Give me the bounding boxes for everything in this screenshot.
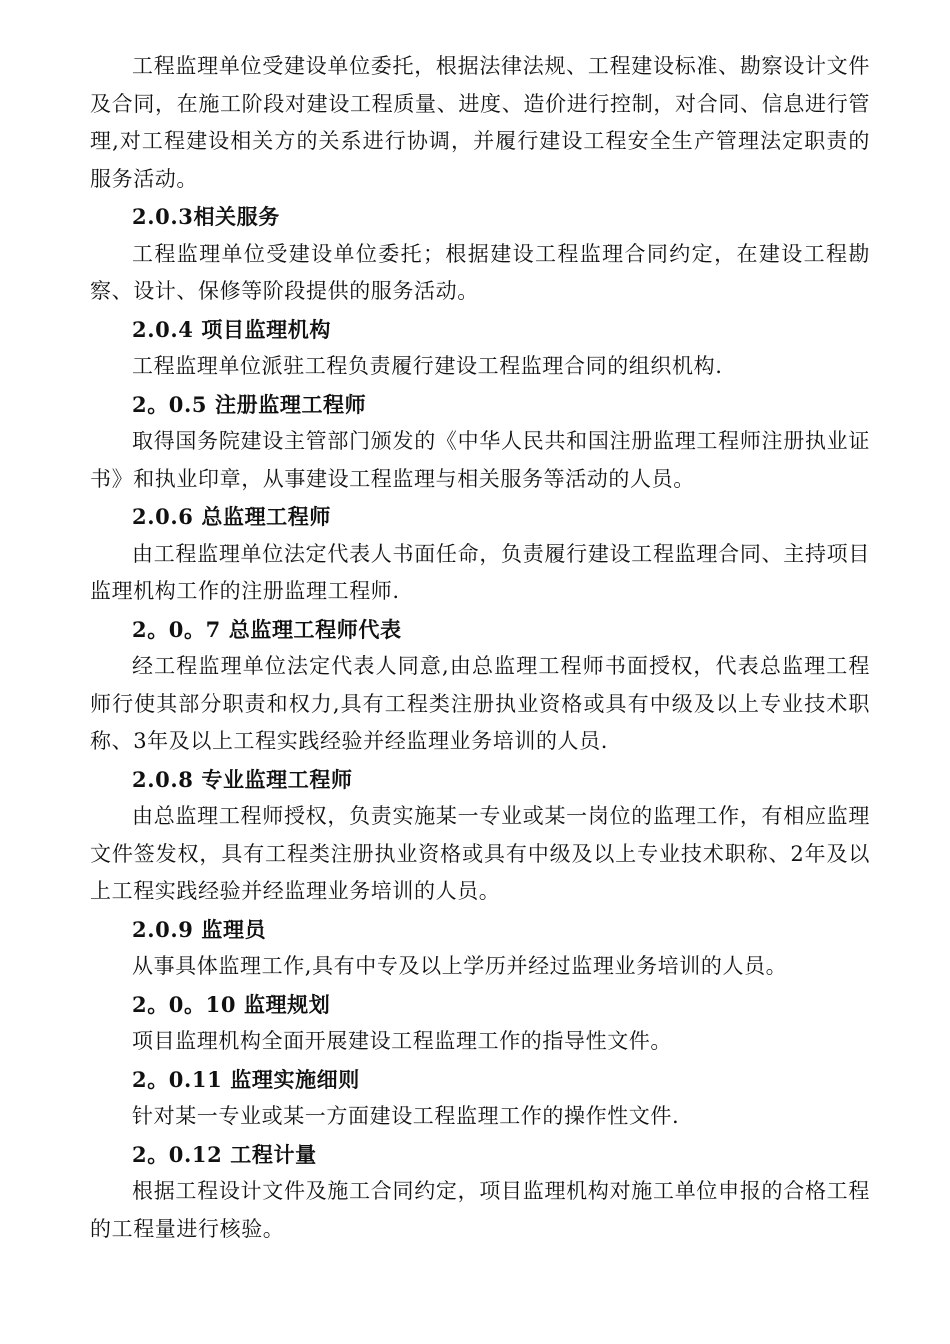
section-heading: 2。0.5 注册监理工程师 xyxy=(132,391,367,417)
paragraph: 工程监理单位派驻工程负责履行建设工程监理合同的组织机构. xyxy=(132,354,723,378)
paragraph: 从事具体监理工作,具有中专及以上学历并经过监理业务培训的人员。 xyxy=(132,954,788,978)
section-heading: 2。0。7 总监理工程师代表 xyxy=(132,616,402,642)
section-heading: 2。0.11 监理实施细则 xyxy=(132,1066,360,1092)
section-heading: 2.0.3相关服务 xyxy=(132,204,280,229)
document-page xyxy=(90,48,870,1248)
section-heading: 2.0.8 专业监理工程师 xyxy=(132,766,353,792)
paragraph: 由工程监理单位法定代表人书面任命，负责履行建设工程监理合同、主持项目监理机构工作的注册监理工程师. xyxy=(90,541,870,603)
section-heading: 2.0.6 总监理工程师 xyxy=(132,504,331,529)
paragraph: 工程监理单位受建设单位委托，根据法律法规、工程建设标准、勘察设计文件及合同，在施工阶段对建设工程质量、进度、造价进行控制，对合同、信息进行管理,对工程建设相关方的关系进行协调，并履行建设工程安全生产管理法定职责的服务活动。 xyxy=(90,54,870,191)
section-heading: 2。0.12 工程计量 xyxy=(132,1141,317,1167)
paragraph: 工程监理单位受建设单位委托；根据建设工程监理合同约定，在建设工程勘察、设计、保修等阶段提供的服务活动。 xyxy=(90,241,870,303)
section-heading: 2。0。10 监理规划 xyxy=(132,991,331,1017)
paragraph: 经工程监理单位法定代表人同意,由总监理工程师书面授权，代表总监理工程师行使其部分职责和权力,具有工程类注册执业资格或具有中级及以上专业技术职称、3年及以上工程实践经验并经监理业务培训的人员. xyxy=(90,654,870,753)
section-heading: 2.0.9 监理员 xyxy=(132,916,267,942)
paragraph: 项目监理机构全面开展建设工程监理工作的指导性文件。 xyxy=(132,1029,672,1053)
paragraph: 由总监理工程师授权，负责实施某一专业或某一岗位的监理工作，有相应监理文件签发权，具有工程类注册执业资格或具有中级及以上专业技术职称、2年及以上工程实践经验并经监理业务培训的人员。 xyxy=(90,804,870,903)
paragraph: 根据工程设计文件及施工合同约定，项目监理机构对施工单位申报的合格工程的工程量进行核验。 xyxy=(90,1179,870,1241)
section-heading: 2.0.4 项目监理机构 xyxy=(132,316,331,342)
paragraph: 针对某一专业或某一方面建设工程监理工作的操作性文件. xyxy=(132,1104,680,1128)
paragraph: 取得国务院建设主管部门颁发的《中华人民共和国注册监理工程师注册执业证书》和执业印章，从事建设工程监理与相关服务等活动的人员。 xyxy=(90,429,870,491)
